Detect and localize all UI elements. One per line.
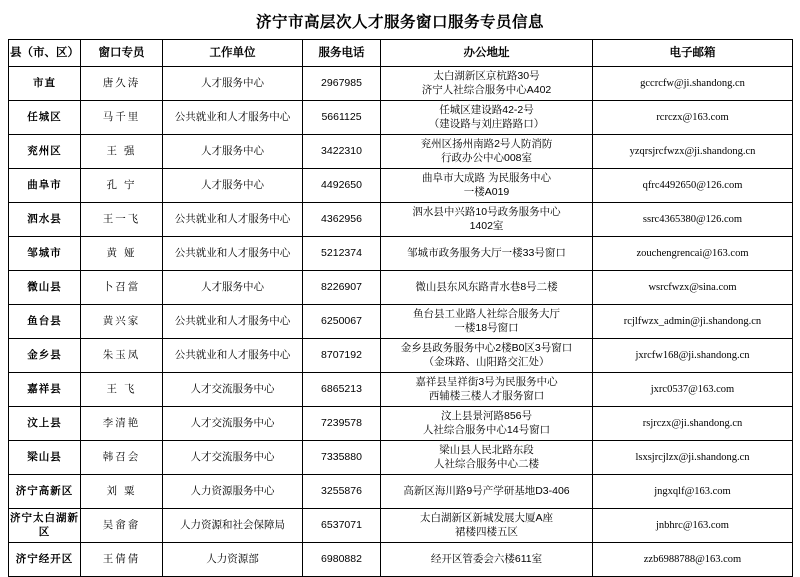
cell-phone: 2967985 — [303, 67, 381, 101]
cell-unit: 公共就业和人才服务中心 — [163, 101, 303, 135]
cell-email: wsrcfwzx@sina.com — [593, 271, 793, 305]
cell-county: 嘉祥县 — [9, 373, 81, 407]
cell-unit: 公共就业和人才服务中心 — [163, 305, 303, 339]
cell-unit: 人才服务中心 — [163, 271, 303, 305]
cell-email: ssrc4365380@126.com — [593, 203, 793, 237]
cell-email: qfrc4492650@126.com — [593, 169, 793, 203]
cell-county: 兖州区 — [9, 135, 81, 169]
cell-email: jngxqlf@163.com — [593, 475, 793, 509]
cell-email: rcrczx@163.com — [593, 101, 793, 135]
cell-county: 市直 — [9, 67, 81, 101]
cell-unit: 人力资源部 — [163, 543, 303, 577]
cell-phone: 8226907 — [303, 271, 381, 305]
cell-agent: 李清艳 — [81, 407, 163, 441]
cell-agent: 黄兴家 — [81, 305, 163, 339]
cell-county: 邹城市 — [9, 237, 81, 271]
cell-address: 鱼台县工业路人社综合服务大厅 一楼18号窗口 — [381, 305, 593, 339]
cell-unit: 人才交流服务中心 — [163, 441, 303, 475]
service-agent-table — [8, 39, 793, 577]
cell-agent: 唐久涛 — [81, 67, 163, 101]
cell-unit: 人才交流服务中心 — [163, 407, 303, 441]
cell-email: jxrc0537@163.com — [593, 373, 793, 407]
cell-address: 汶上县景河路856号 人社综合服务中心14号窗口 — [381, 407, 593, 441]
table-body — [9, 67, 793, 577]
cell-unit: 人力资源和社会保障局 — [163, 509, 303, 543]
table-row — [9, 101, 793, 135]
cell-county: 济宁太白湖新区 — [9, 509, 81, 543]
cell-address: 任城区建设路42-2号 （建设路与刘庄路路口） — [381, 101, 593, 135]
column-header-unit: 工作单位 — [163, 40, 303, 67]
cell-phone: 5661125 — [303, 101, 381, 135]
cell-address: 经开区管委会六楼611室 — [381, 543, 593, 577]
cell-address: 太白湖新区新城发展大厦A座 裙楼四楼五区 — [381, 509, 593, 543]
cell-county: 汶上县 — [9, 407, 81, 441]
cell-email: jxrcfw168@ji.shandong.cn — [593, 339, 793, 373]
cell-county: 鱼台县 — [9, 305, 81, 339]
cell-address: 泗水县中兴路10号政务服务中心 1402室 — [381, 203, 593, 237]
column-header-phone: 服务电话 — [303, 40, 381, 67]
table-row — [9, 203, 793, 237]
cell-phone: 4362956 — [303, 203, 381, 237]
cell-county: 曲阜市 — [9, 169, 81, 203]
cell-unit: 人才服务中心 — [163, 169, 303, 203]
cell-phone: 6980882 — [303, 543, 381, 577]
page-title: 济宁市高层次人才服务窗口服务专员信息 — [255, 14, 544, 31]
table-row — [9, 67, 793, 101]
cell-agent: 卜召當 — [81, 271, 163, 305]
cell-county: 济宁高新区 — [9, 475, 81, 509]
cell-agent: 吴畲畲 — [81, 509, 163, 543]
table-row — [9, 237, 793, 271]
cell-phone: 7335880 — [303, 441, 381, 475]
cell-email: zouchengrencai@163.com — [593, 237, 793, 271]
cell-phone: 3422310 — [303, 135, 381, 169]
cell-email: zzb6988788@163.com — [593, 543, 793, 577]
cell-county: 金乡县 — [9, 339, 81, 373]
cell-county: 任城区 — [9, 101, 81, 135]
cell-email: lsxsjrcjlzx@ji.shandong.cn — [593, 441, 793, 475]
cell-agent: 王倩倩 — [81, 543, 163, 577]
cell-unit: 公共就业和人才服务中心 — [163, 203, 303, 237]
cell-phone: 7239578 — [303, 407, 381, 441]
cell-phone: 5212374 — [303, 237, 381, 271]
cell-email: gccrcfw@ji.shandong.cn — [593, 67, 793, 101]
cell-email: jnbhrc@163.com — [593, 509, 793, 543]
table-row — [9, 407, 793, 441]
cell-unit: 人才服务中心 — [163, 135, 303, 169]
column-header-county: 县（市、区） — [9, 40, 81, 67]
cell-unit: 人才交流服务中心 — [163, 373, 303, 407]
table-row — [9, 169, 793, 203]
table-row — [9, 543, 793, 577]
cell-phone: 8707192 — [303, 339, 381, 373]
cell-address: 梁山县人民北路东段 人社综合服务中心二楼 — [381, 441, 593, 475]
cell-address: 邹城市政务服务大厅一楼33号窗口 — [381, 237, 593, 271]
cell-phone: 6250067 — [303, 305, 381, 339]
table-row — [9, 441, 793, 475]
cell-agent: 黄 娅 — [81, 237, 163, 271]
table-row — [9, 339, 793, 373]
column-header-email: 电子邮箱 — [593, 40, 793, 67]
cell-email: yzqrsjrcfwzx@ji.shandong.cn — [593, 135, 793, 169]
cell-address: 嘉祥县呈祥街3号为民服务中心 西辅楼三楼人才服务窗口 — [381, 373, 593, 407]
column-header-address: 办公地址 — [381, 40, 593, 67]
cell-unit: 公共就业和人才服务中心 — [163, 237, 303, 271]
cell-address: 曲阜市大成路 为民服务中心 一楼A019 — [381, 169, 593, 203]
cell-address: 金乡县政务服务中心2楼B0区3号窗口 （金珠路、山阳路交汇处） — [381, 339, 593, 373]
cell-phone: 4492650 — [303, 169, 381, 203]
cell-address: 高新区海川路9号产学研基地D3-406 — [381, 475, 593, 509]
cell-address: 太白湖新区京杭路30号 济宁人社综合服务中心A402 — [381, 67, 593, 101]
table-row — [9, 271, 793, 305]
cell-county: 微山县 — [9, 271, 81, 305]
cell-county: 梁山县 — [9, 441, 81, 475]
cell-phone: 3255876 — [303, 475, 381, 509]
cell-unit: 人力资源服务中心 — [163, 475, 303, 509]
cell-agent: 王 强 — [81, 135, 163, 169]
cell-county: 泗水县 — [9, 203, 81, 237]
cell-email: rsjrczx@ji.shandong.cn — [593, 407, 793, 441]
cell-phone: 6537071 — [303, 509, 381, 543]
cell-agent: 王 飞 — [81, 373, 163, 407]
cell-agent: 韩召会 — [81, 441, 163, 475]
cell-unit: 人才服务中心 — [163, 67, 303, 101]
cell-agent: 王一飞 — [81, 203, 163, 237]
cell-county: 济宁经开区 — [9, 543, 81, 577]
cell-agent: 朱玉凤 — [81, 339, 163, 373]
cell-address: 微山县东风东路青水巷8号二楼 — [381, 271, 593, 305]
table-row — [9, 135, 793, 169]
cell-address: 兖州区扬州南路2号人防消防 行政办公中心008室 — [381, 135, 593, 169]
cell-phone: 6865213 — [303, 373, 381, 407]
table-row — [9, 305, 793, 339]
column-header-agent: 窗口专员 — [81, 40, 163, 67]
cell-email: rcjlfwzx_admin@ji.shandong.cn — [593, 305, 793, 339]
cell-agent: 刘 粟 — [81, 475, 163, 509]
cell-agent: 孔 宁 — [81, 169, 163, 203]
cell-agent: 马千里 — [81, 101, 163, 135]
table-header-row — [9, 40, 793, 67]
table-row — [9, 475, 793, 509]
table-row — [9, 509, 793, 543]
cell-unit: 公共就业和人才服务中心 — [163, 339, 303, 373]
table-row — [9, 373, 793, 407]
